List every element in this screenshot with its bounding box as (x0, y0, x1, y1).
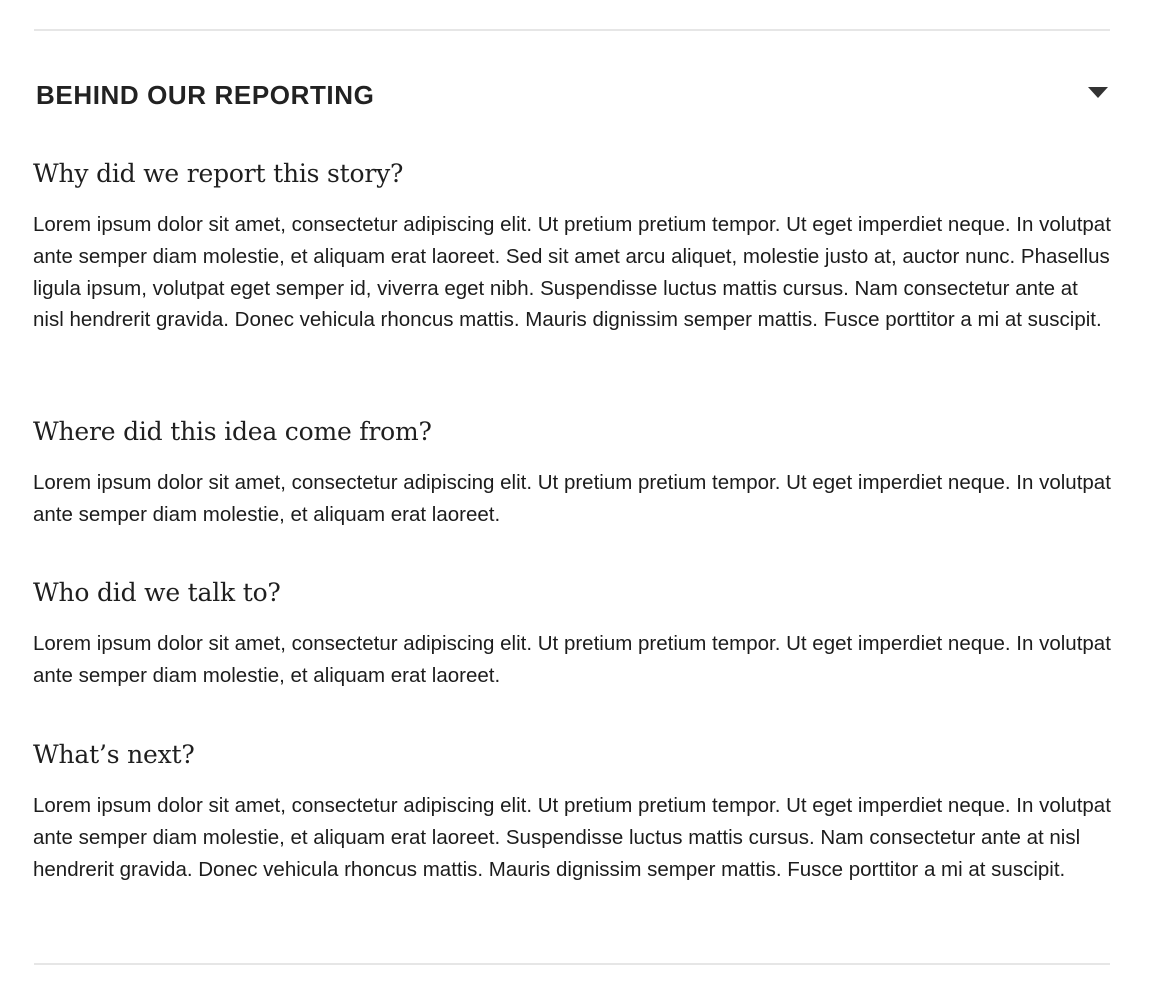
answer-text: Lorem ipsum dolor sit amet, consectetur adipiscing elit. Ut pretium pretium tempor. Ut eget imperdiet neque. In volutpat ante semper diam molestie, et aliquam erat laoreet. (33, 471, 1111, 526)
qa-item (33, 740, 1111, 885)
question-heading: Why did we report this story? (33, 159, 404, 188)
question-heading: What’s next? (33, 740, 195, 769)
answer-text: Lorem ipsum dolor sit amet, consectetur adipiscing elit. Ut pretium pretium tempor. Ut eget imperdiet neque. In volutpat ante semper diam molestie, et aliquam erat laoreet. (33, 632, 1111, 687)
question-heading: Where did this idea come from? (33, 417, 432, 446)
qa-item (33, 417, 1111, 531)
qa-item (33, 578, 1111, 692)
question-heading: Who did we talk to? (33, 578, 281, 607)
bottom-divider (34, 963, 1110, 965)
caret-down-icon[interactable] (1087, 85, 1109, 99)
answer-text: Lorem ipsum dolor sit amet, consectetur adipiscing elit. Ut pretium pretium tempor. Ut eget imperdiet neque. In volutpat ante semper diam molestie, et aliquam erat laoreet. Sed sit amet arcu aliquet, molestie justo at, auctor nunc. Phasellus ligula ipsum, volutpat eget semper id, viverra eget nibh. Suspendisse luctus mattis cursus. Nam consectetur ante at nisl hendrerit gravida. Donec vehicula rhoncus mattis. Mauris dignissim semper mattis. Fusce porttitor a mi at suscipit. (33, 213, 1111, 332)
behind-our-reporting-toggle[interactable] (36, 74, 1112, 118)
top-divider (34, 29, 1110, 31)
qa-item (33, 159, 1111, 336)
answer-text: Lorem ipsum dolor sit amet, consectetur adipiscing elit. Ut pretium pretium tempor. Ut eget imperdiet neque. In volutpat ante semper diam molestie, et aliquam erat laoreet. Suspendisse luctus mattis cursus. Nam consectetur ante at nisl hendrerit gravida. Donec vehicula rhoncus mattis. Mauris dignissim semper mattis. Fusce porttitor a mi at suscipit. (33, 794, 1111, 881)
section-title: BEHIND OUR REPORTING (36, 80, 375, 110)
